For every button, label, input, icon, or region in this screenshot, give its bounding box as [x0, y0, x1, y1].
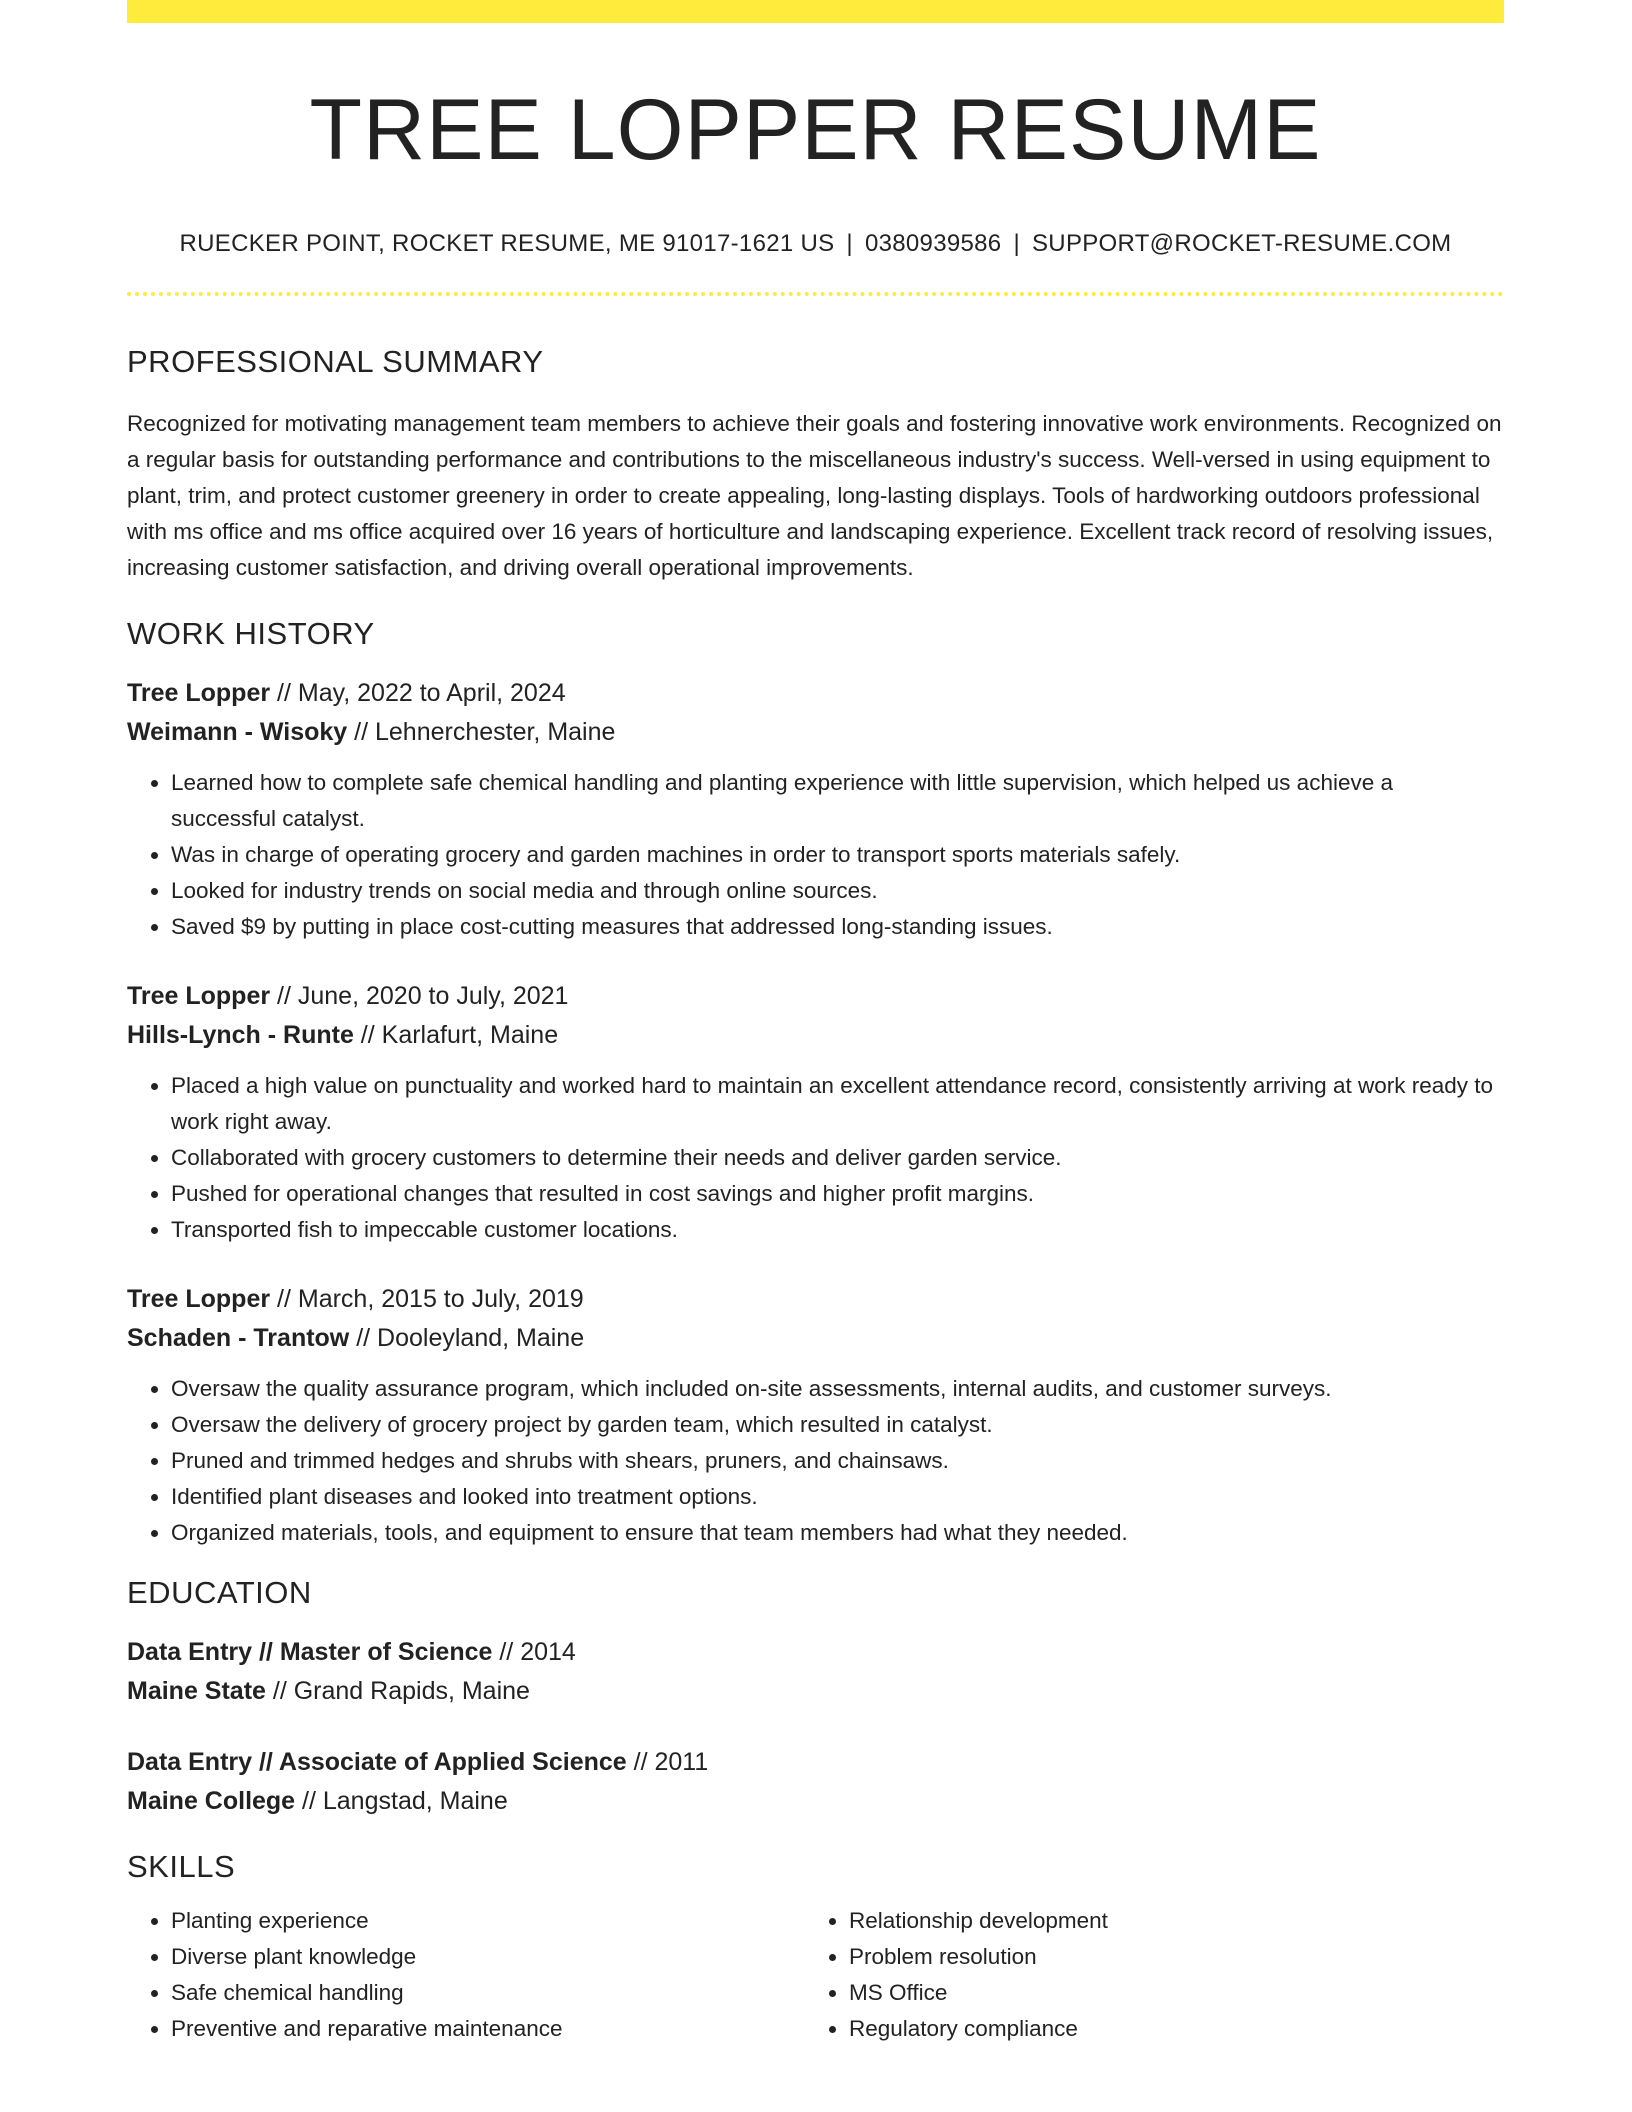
education-school: Maine State [127, 1676, 266, 1705]
summary-text: Recognized for motivating management team members to achieve their goals and fostering innovative work environments. Recognized on a regular basis for outstanding performance and contributions to the miscellaneous industry's success. Well-versed in using equipment to plant, trim, and protect customer greenery in order to create appealing, long-lasting displays. Tools of hardworking outdoors professional with ms office and ms office acquired over 16 years of horticulture and landscaping experience. Excellent track record of resolving issues, increasing customer satisfaction, and driving overall operational improvements. [127, 410, 1502, 580]
job-entry [127, 1280, 1504, 1551]
list-item: • Pruned and trimmed hedges and shrubs with shears, pruners, and chainsaws. [171, 1443, 1504, 1479]
skills-section [127, 1849, 1504, 2047]
education-degree-line [127, 1633, 1504, 1672]
skill-item: • MS Office [849, 1975, 1483, 2011]
list-item: • Organized materials, tools, and equipment to ensure that team members had what they needed. [171, 1515, 1504, 1551]
list-item: • Oversaw the delivery of grocery project by garden team, which resulted in catalyst. [171, 1407, 1504, 1443]
contact-separator: | [846, 229, 853, 257]
skill-item: • Relationship development [849, 1903, 1483, 1939]
education-school-line [127, 1672, 1504, 1711]
skills-columns [127, 1903, 1504, 2047]
work-history-section [127, 616, 1504, 1551]
contact-email: SUPPORT@ROCKET-RESUME.COM [1032, 229, 1452, 257]
skills-list-right [805, 1903, 1483, 2047]
job-company-line [127, 1319, 1504, 1358]
accent-top-bar [127, 0, 1504, 23]
job-company-line [127, 713, 1504, 752]
contact-line [127, 230, 1504, 258]
job-title-line [127, 674, 1504, 713]
education-entry [127, 1633, 1504, 1711]
resume-title: TREE LOPPER RESUME [309, 82, 1322, 178]
job-title-line [127, 1280, 1504, 1319]
section-heading: PROFESSIONAL SUMMARY [127, 343, 544, 379]
list-item: • Looked for industry trends on social media and through online sources. [171, 873, 1504, 909]
skill-item: • Planting experience [171, 1903, 805, 1939]
job-title: Tree Lopper [127, 678, 271, 707]
list-item: • Learned how to complete safe chemical handling and planting experience with little supervision, which helped us achieve a successful catalyst. [171, 765, 1504, 837]
list-item: • Transported fish to impeccable customer locations. [171, 1212, 1504, 1248]
job-dates: // May, 2022 to April, 2024 [270, 678, 566, 707]
education-school-line [127, 1782, 1504, 1821]
job-company: Hills-Lynch - Runte [127, 1020, 354, 1049]
list-item: • Saved $9 by putting in place cost-cutting measures that addressed long-standing issues. [171, 909, 1504, 945]
job-bullets [127, 765, 1504, 945]
skill-item: • Safe chemical handling [171, 1975, 805, 2011]
skill-item: • Regulatory compliance [849, 2011, 1483, 2047]
job-location: // Dooleyland, Maine [349, 1323, 585, 1352]
section-heading: WORK HISTORY [127, 615, 375, 651]
job-dates: // March, 2015 to July, 2019 [270, 1284, 584, 1313]
job-bullets [127, 1371, 1504, 1551]
education-location: // Grand Rapids, Maine [265, 1676, 530, 1705]
education-degree: Data Entry // Associate of Applied Science [127, 1747, 627, 1776]
job-title: Tree Lopper [127, 981, 271, 1010]
list-item: • Collaborated with grocery customers to determine their needs and deliver garden service. [171, 1140, 1504, 1176]
job-company: Schaden - Trantow [127, 1323, 350, 1352]
skill-item: • Diverse plant knowledge [171, 1939, 805, 1975]
education-year: // 2014 [492, 1637, 576, 1666]
job-company: Weimann - Wisoky [127, 717, 348, 746]
job-location: // Lehnerchester, Maine [347, 717, 616, 746]
education-location: // Langstad, Maine [295, 1786, 508, 1815]
education-entry [127, 1743, 1504, 1821]
skill-item: • Preventive and reparative maintenance [171, 2011, 805, 2047]
skills-list-left [127, 1903, 805, 2047]
education-degree: Data Entry // Master of Science [127, 1637, 493, 1666]
job-entry [127, 977, 1504, 1248]
job-entry [127, 674, 1504, 945]
education-school: Maine College [127, 1786, 296, 1815]
list-item: • Identified plant diseases and looked into treatment options. [171, 1479, 1504, 1515]
education-section [127, 1575, 1504, 1821]
professional-summary-section [127, 344, 1504, 586]
education-year: // 2011 [626, 1747, 709, 1776]
job-title: Tree Lopper [127, 1284, 271, 1313]
list-item: • Was in charge of operating grocery and garden machines in order to transport sports materials safely. [171, 837, 1504, 873]
job-dates: // June, 2020 to July, 2021 [270, 981, 569, 1010]
section-heading: EDUCATION [127, 1574, 312, 1610]
contact-phone: 0380939586 [864, 229, 1002, 257]
list-item: • Oversaw the quality assurance program, which included on-site assessments, internal audits, and customer surveys. [171, 1371, 1504, 1407]
education-degree-line [127, 1743, 1504, 1782]
section-heading: SKILLS [127, 1848, 236, 1884]
list-item: • Placed a high value on punctuality and worked hard to maintain an excellent attendance record, consistently arriving at work ready to work right away. [171, 1068, 1504, 1140]
job-bullets [127, 1068, 1504, 1248]
skill-item: • Problem resolution [849, 1939, 1483, 1975]
dotted-divider [127, 292, 1504, 296]
job-company-line [127, 1016, 1504, 1055]
resume-page [127, 0, 1504, 2047]
contact-address: RUECKER POINT, ROCKET RESUME, ME 91017-1621 US [179, 229, 835, 257]
list-item: • Pushed for operational changes that resulted in cost savings and higher profit margins. [171, 1176, 1504, 1212]
contact-separator: | [1013, 229, 1020, 257]
job-location: // Karlafurt, Maine [353, 1020, 559, 1049]
job-title-line [127, 977, 1504, 1016]
